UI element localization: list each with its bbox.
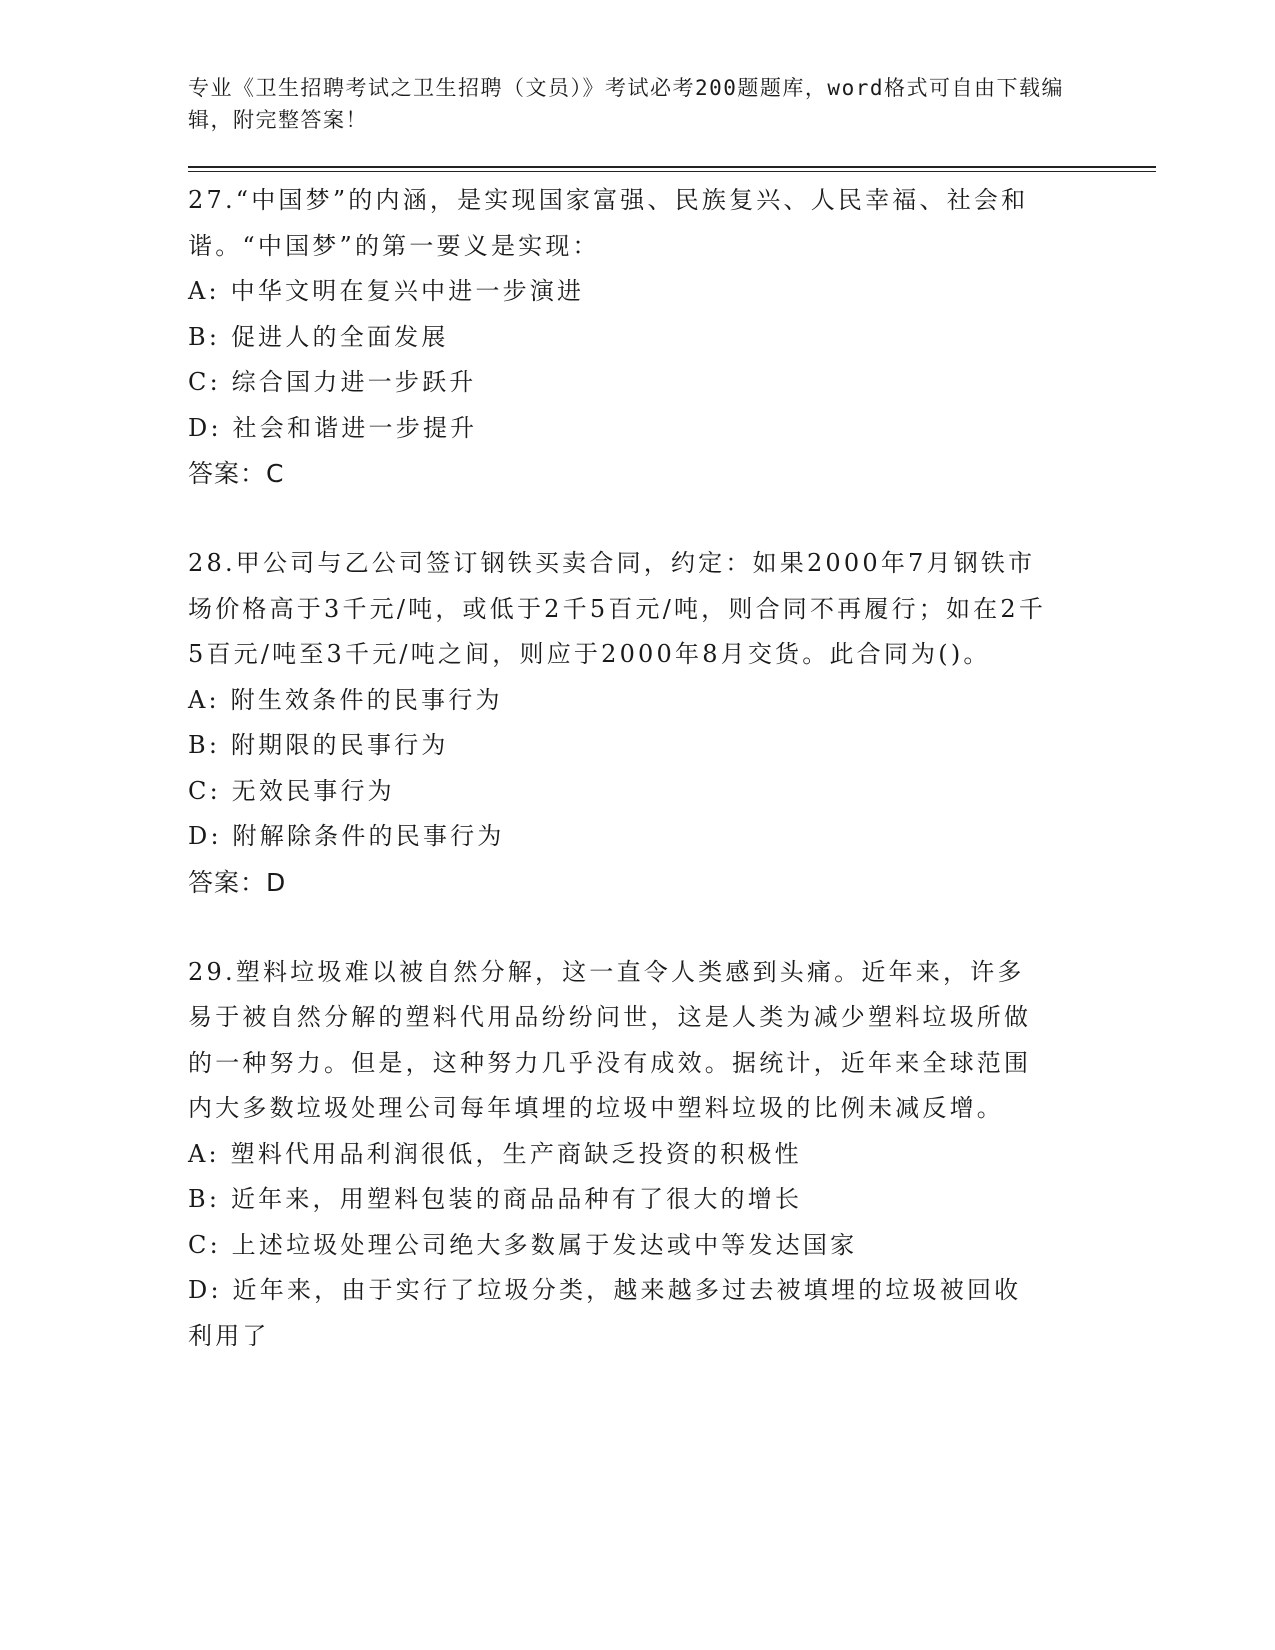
question-27 (188, 178, 1088, 496)
answer-label: 答案：D (188, 867, 287, 897)
option-d: D: 社会和谐进一步提升 (188, 413, 478, 442)
option-a: A: 附生效条件的民事行为 (188, 685, 503, 714)
option-a: A: 塑料代用品利润很低，生产商缺乏投资的积极性 (188, 1139, 802, 1168)
question-28 (188, 541, 1088, 905)
option-c: C: 综合国力进一步跃升 (188, 368, 477, 396)
document-page (188, 72, 1088, 1359)
option-c: C: 无效民事行为 (188, 776, 395, 805)
option-b: B: 附期限的民事行为 (188, 731, 449, 759)
answer-label: 答案：C (188, 459, 285, 488)
option-a: A: 中华文明在复兴中进一步演进 (188, 277, 585, 305)
question-text: 28.甲公司与乙公司签订钢铁买卖合同，约定：如果2000年7月钢铁市场价格高于3千元/吨，或低于2千5百元/吨，则合同不再履行；如在2千5百元/吨至3千元/吨之间，则应于2000年8月交货。此合同为()。 (188, 549, 1047, 668)
header-divider (188, 166, 1156, 168)
question-29 (188, 950, 1088, 1360)
option-d: D: 附解除条件的民事行为 (188, 822, 505, 850)
document-header: 专业《卫生招聘考试之卫生招聘（文员）》考试必考200题题库，word格式可自由下载编辑，附完整答案！ (188, 76, 1064, 132)
option-c: C: 上述垃圾处理公司绝大多数属于发达或中等发达国家 (188, 1230, 858, 1259)
option-b: B: 促进人的全面发展 (188, 322, 449, 351)
question-text: 27.“中国梦”的内涵，是实现国家富强、民族复兴、人民幸福、社会和谐。“中国梦”的第一要义是实现： (188, 186, 1029, 260)
option-d: D: 近年来，由于实行了垃圾分类，越来越多过去被填埋的垃圾被回收利用了 (188, 1276, 1022, 1350)
option-b: B: 近年来，用塑料包装的商品品种有了很大的增长 (188, 1185, 803, 1213)
question-text: 29.塑料垃圾难以被自然分解，这一直令人类感到头痛。近年来，许多易于被自然分解的塑料代用品纷纷问世，这是人类为减少塑料垃圾所做的一种努力。但是，这种努力几乎没有成效。据统计，近年来全球范围内大多数垃圾处理公司每年填埋的垃圾中塑料垃圾的比例未减反增。 (188, 957, 1032, 1122)
